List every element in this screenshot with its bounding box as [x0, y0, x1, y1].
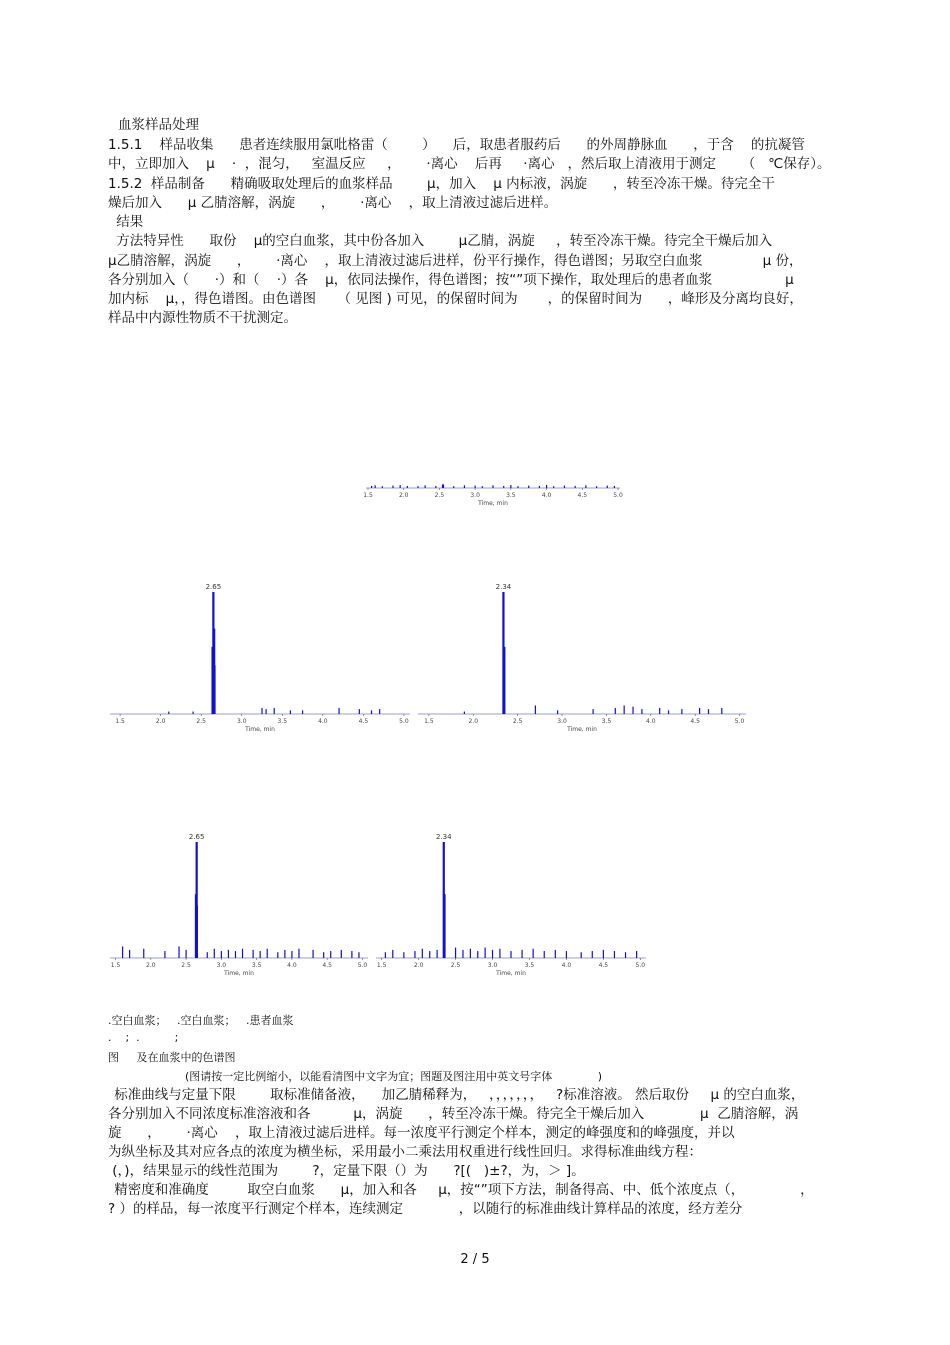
x-axis-title: Time, min — [478, 500, 508, 507]
x-tick-label: 2.0 — [398, 492, 409, 499]
peak — [417, 486, 418, 488]
x-tick-label: 4.0 — [646, 718, 656, 725]
peak — [699, 708, 700, 714]
peak — [544, 951, 545, 958]
peak — [242, 949, 243, 958]
x-tick-label: 4.5 — [598, 962, 609, 969]
peak — [521, 950, 522, 958]
peak — [632, 707, 633, 714]
peak — [585, 485, 586, 488]
peak — [503, 647, 505, 714]
x-tick-label: 3.0 — [487, 962, 498, 969]
paragraph-line: 标准曲线与定量下限 取标准储备液， 加乙腈稀释为， ，，，，，，， ?标准溶液。 然后取份 μ 的空白血浆， — [110, 1087, 805, 1103]
peak — [464, 712, 465, 714]
peak — [575, 486, 576, 488]
peak-label: 2.34 — [435, 833, 452, 841]
peak — [455, 948, 456, 958]
x-tick-label: 2.5 — [434, 492, 445, 499]
peak — [312, 950, 313, 958]
peak — [681, 709, 682, 714]
peak — [265, 709, 266, 714]
peak — [214, 665, 215, 714]
peak — [407, 486, 408, 488]
section-heading-plasma: 血浆样品处理 — [118, 117, 199, 133]
figure-legend-marks: . ; . ; — [108, 1031, 179, 1044]
peak — [499, 949, 500, 958]
plot-background — [106, 578, 414, 736]
peak — [338, 708, 339, 714]
chromatogram-e-plot — [372, 828, 650, 980]
peak — [581, 952, 582, 958]
figure-legend-samples: .空白血浆； .空白血浆； .患者血浆 — [108, 1014, 294, 1027]
x-tick-label: 4.0 — [541, 492, 552, 499]
peak — [614, 486, 615, 488]
chromatogram-e — [372, 828, 650, 980]
x-tick-label: 1.5 — [110, 962, 121, 969]
chromatogram-d — [106, 828, 372, 980]
peak — [485, 948, 486, 958]
figure-note: (图请按一定比例缩小，以能看清图中文字为宜；图题及图注用中英文号字体 ) — [185, 1070, 603, 1083]
x-tick-label: 4.0 — [318, 718, 328, 725]
x-tick-label: 2.5 — [196, 718, 206, 725]
x-tick-label: 3.5 — [251, 962, 262, 969]
peak — [422, 949, 423, 958]
peak — [462, 950, 463, 958]
peak — [607, 486, 608, 488]
peak — [555, 950, 556, 958]
peak — [510, 485, 511, 488]
peak — [178, 946, 179, 958]
peak — [668, 710, 669, 714]
paragraph-line: 燥后加入 μ 乙腈溶解，涡旋 ， ·离心 ，取上清液过滤后进样。 — [108, 195, 558, 211]
peak — [302, 710, 303, 714]
chromatogram-b — [106, 578, 414, 736]
x-tick-label: 3.5 — [506, 492, 516, 499]
peak — [614, 951, 615, 958]
paragraph-line: 1.5.1 样品收集 患者连续服用氯吡格雷（ ） 后，取患者服药后 的外周静脉血 ，于含 的抗凝管 — [108, 137, 805, 153]
peak — [253, 950, 254, 958]
peak — [358, 952, 359, 958]
x-tick-label: 1.5 — [363, 492, 373, 499]
figure-title: 图 及在血浆中的色谱图 — [108, 1051, 236, 1064]
peak — [437, 950, 438, 958]
peak — [533, 949, 534, 958]
peak — [596, 486, 597, 488]
peak — [414, 951, 415, 958]
peak — [553, 486, 554, 488]
peak — [122, 946, 123, 958]
peak — [221, 951, 222, 958]
peak — [214, 949, 215, 958]
peak — [298, 949, 299, 958]
peak — [267, 949, 268, 958]
peak — [535, 705, 536, 714]
peak — [564, 486, 565, 488]
peak — [641, 709, 642, 714]
x-tick-label: 2.5 — [181, 962, 191, 969]
x-tick-label: 2.0 — [146, 962, 156, 969]
peak — [510, 951, 511, 958]
peak — [528, 486, 529, 488]
paragraph-line: 样品中内源性物质不干扰测定。 — [108, 310, 297, 326]
peak — [625, 952, 626, 958]
peak — [429, 951, 430, 958]
peak — [330, 951, 331, 958]
x-axis-title: Time, min — [245, 726, 275, 733]
peak — [277, 952, 278, 958]
chromatogram-a — [362, 468, 624, 510]
peak — [164, 951, 165, 958]
peak — [341, 950, 342, 958]
peak — [323, 952, 324, 958]
plot-background — [106, 828, 372, 980]
x-tick-label: 5.0 — [613, 492, 623, 499]
peak — [592, 951, 593, 958]
x-tick-label: 1.5 — [115, 718, 125, 725]
x-tick-label: 4.5 — [690, 718, 700, 725]
peak — [636, 951, 637, 958]
peak — [392, 486, 393, 488]
x-tick-label: 4.5 — [577, 492, 588, 499]
paragraph-line: 中，立即加入 μ · ，混匀， 室温反应 ， ·离心 后再 ·离心 ，然后取上清液用于测定 （ ℃保存）。 — [108, 156, 831, 172]
peak — [379, 709, 380, 714]
peak — [351, 951, 352, 958]
peak — [197, 906, 198, 958]
x-tick-label: 4.0 — [287, 962, 297, 969]
peak — [185, 950, 186, 958]
peak — [592, 709, 593, 714]
x-axis-title: Time, min — [496, 970, 526, 977]
x-tick-label: 2.5 — [512, 718, 523, 725]
chromatogram-a-plot — [362, 468, 624, 510]
x-tick-label: 1.5 — [376, 962, 387, 969]
paragraph-line: 旋 ， ·离心 ，取上清液过滤后进样。每一浓度平行测定个样本，测定的峰强度和的峰强度，并以 — [108, 1125, 735, 1141]
peak — [443, 894, 445, 958]
peak — [168, 712, 169, 714]
peak — [192, 712, 193, 714]
paragraph-line: ? ）的样品，每一浓度平行测定个样本，连续测定 ，以随行的标准曲线计算样品的浓度，经方差分 — [108, 1201, 743, 1217]
x-tick-label: 4.0 — [561, 962, 572, 969]
peak — [442, 484, 444, 488]
peak — [375, 485, 376, 488]
peak — [503, 486, 504, 488]
peak — [425, 485, 426, 488]
peak — [453, 486, 454, 488]
peak — [284, 950, 285, 958]
peak — [290, 710, 291, 714]
peak — [260, 951, 261, 958]
peak — [603, 950, 604, 958]
paragraph-line: 精密度和准确度 取空白血浆 μ，加入和各 μ，按“”项下方法，制备得高、中、低个浓度点（， ， — [110, 1182, 814, 1198]
peak — [477, 951, 478, 958]
peak — [615, 708, 616, 714]
peak — [475, 486, 476, 488]
peak — [400, 485, 401, 488]
x-tick-label: 3.0 — [216, 962, 227, 969]
section-heading-results: 结果 — [112, 214, 144, 230]
x-tick-label: 2.0 — [468, 718, 479, 725]
peak — [721, 708, 722, 714]
paragraph-line: 各分别加入不同浓度标准溶液和各 μ，涡旋 ，转至冷冻干燥。待完全干燥后加入 μ 乙腈溶解，涡 — [108, 1106, 799, 1122]
peak — [291, 951, 292, 958]
chromatogram-c — [414, 578, 750, 736]
x-tick-label: 5.0 — [357, 962, 368, 969]
peak — [464, 485, 465, 488]
paragraph-line: 加内标 μ，，得色谱图。由色谱图 （ 见图 ) 可见，的保留时间为 ，的保留时间为 ，峰形及分离均良好， — [108, 291, 803, 307]
peak — [708, 709, 709, 714]
peak — [392, 950, 393, 958]
peak — [566, 951, 567, 958]
x-tick-label: 2.0 — [155, 718, 166, 725]
peak — [492, 485, 493, 488]
x-tick-label: 4.5 — [358, 718, 369, 725]
chromatogram-b-plot — [106, 578, 414, 736]
peak-label: 2.34 — [495, 583, 512, 591]
peak — [359, 709, 360, 714]
peak — [371, 710, 372, 714]
peak — [624, 705, 625, 714]
peak — [382, 486, 383, 488]
peak — [492, 950, 493, 958]
x-tick-label: 4.5 — [322, 962, 332, 969]
x-tick-label: 5.0 — [734, 718, 745, 725]
chromatogram-d-plot — [106, 828, 372, 980]
peak — [143, 949, 144, 958]
x-tick-label: 1.5 — [424, 718, 434, 725]
chromatogram-c-plot — [414, 578, 750, 736]
x-axis-title: Time, min — [567, 726, 597, 733]
peak — [403, 952, 404, 958]
peak — [371, 486, 372, 488]
x-tick-label: 5.0 — [635, 962, 646, 969]
x-tick-label: 2.5 — [450, 962, 461, 969]
peak — [235, 951, 236, 958]
peak — [129, 950, 130, 958]
x-tick-label: 3.0 — [236, 718, 247, 725]
x-tick-label: 3.5 — [601, 718, 612, 725]
peak — [274, 708, 275, 714]
x-tick-label: 3.0 — [470, 492, 480, 499]
x-tick-label: 5.0 — [399, 718, 409, 725]
x-tick-label: 3.5 — [524, 962, 535, 969]
page-number: 2 / 5 — [460, 1252, 490, 1267]
peak-label: 2.65 — [188, 833, 205, 841]
peak — [517, 486, 518, 488]
peak — [435, 486, 436, 488]
peak — [539, 486, 540, 488]
paragraph-line: (，)，结果显示的线性范围为 ?，定量下限（）为 ?[( )±?，为，＞ ]。 — [108, 1163, 585, 1179]
peak — [385, 952, 386, 958]
peak — [207, 952, 208, 958]
peak — [261, 708, 262, 714]
peak — [228, 950, 229, 958]
paragraph-line: μ乙腈溶解，涡旋 ， ·离心 ，取上清液过滤后进样，份平行操作，得色谱图；另取空白血浆 μ 份， — [108, 253, 803, 269]
peak — [546, 485, 547, 488]
paragraph-line: 为纵坐标及其对应各点的浓度为横坐标，采用最小二乘法用权重进行线性回归。求得标准曲线方程： — [108, 1144, 702, 1160]
paragraph-line: 方法特异性 取份 μ的空白血浆，其中份各加入 μ乙腈，涡旋 ，转至冷冻干燥。待完全干燥后加入 — [112, 233, 773, 249]
x-tick-label: 3.0 — [557, 718, 567, 725]
paragraph-line: 各分别加入（ ·）和（ ·）各 μ，依同法操作，得色谱图；按“”项下操作，取处理后的患者血浆 μ — [108, 272, 794, 288]
peak-label: 2.65 — [205, 583, 222, 591]
x-tick-label: 3.5 — [277, 718, 288, 725]
peak — [557, 710, 558, 714]
peak — [482, 486, 483, 488]
paragraph-line: 1.5.2 样品制备 精确吸取处理后的血浆样品 μ，加入 μ 内标液，涡旋 ，转至冷冻干燥。待完全干 — [108, 176, 775, 192]
peak — [659, 708, 660, 714]
x-tick-label: 2.0 — [413, 962, 424, 969]
x-axis-title: Time, min — [224, 970, 254, 977]
peak — [470, 949, 471, 958]
